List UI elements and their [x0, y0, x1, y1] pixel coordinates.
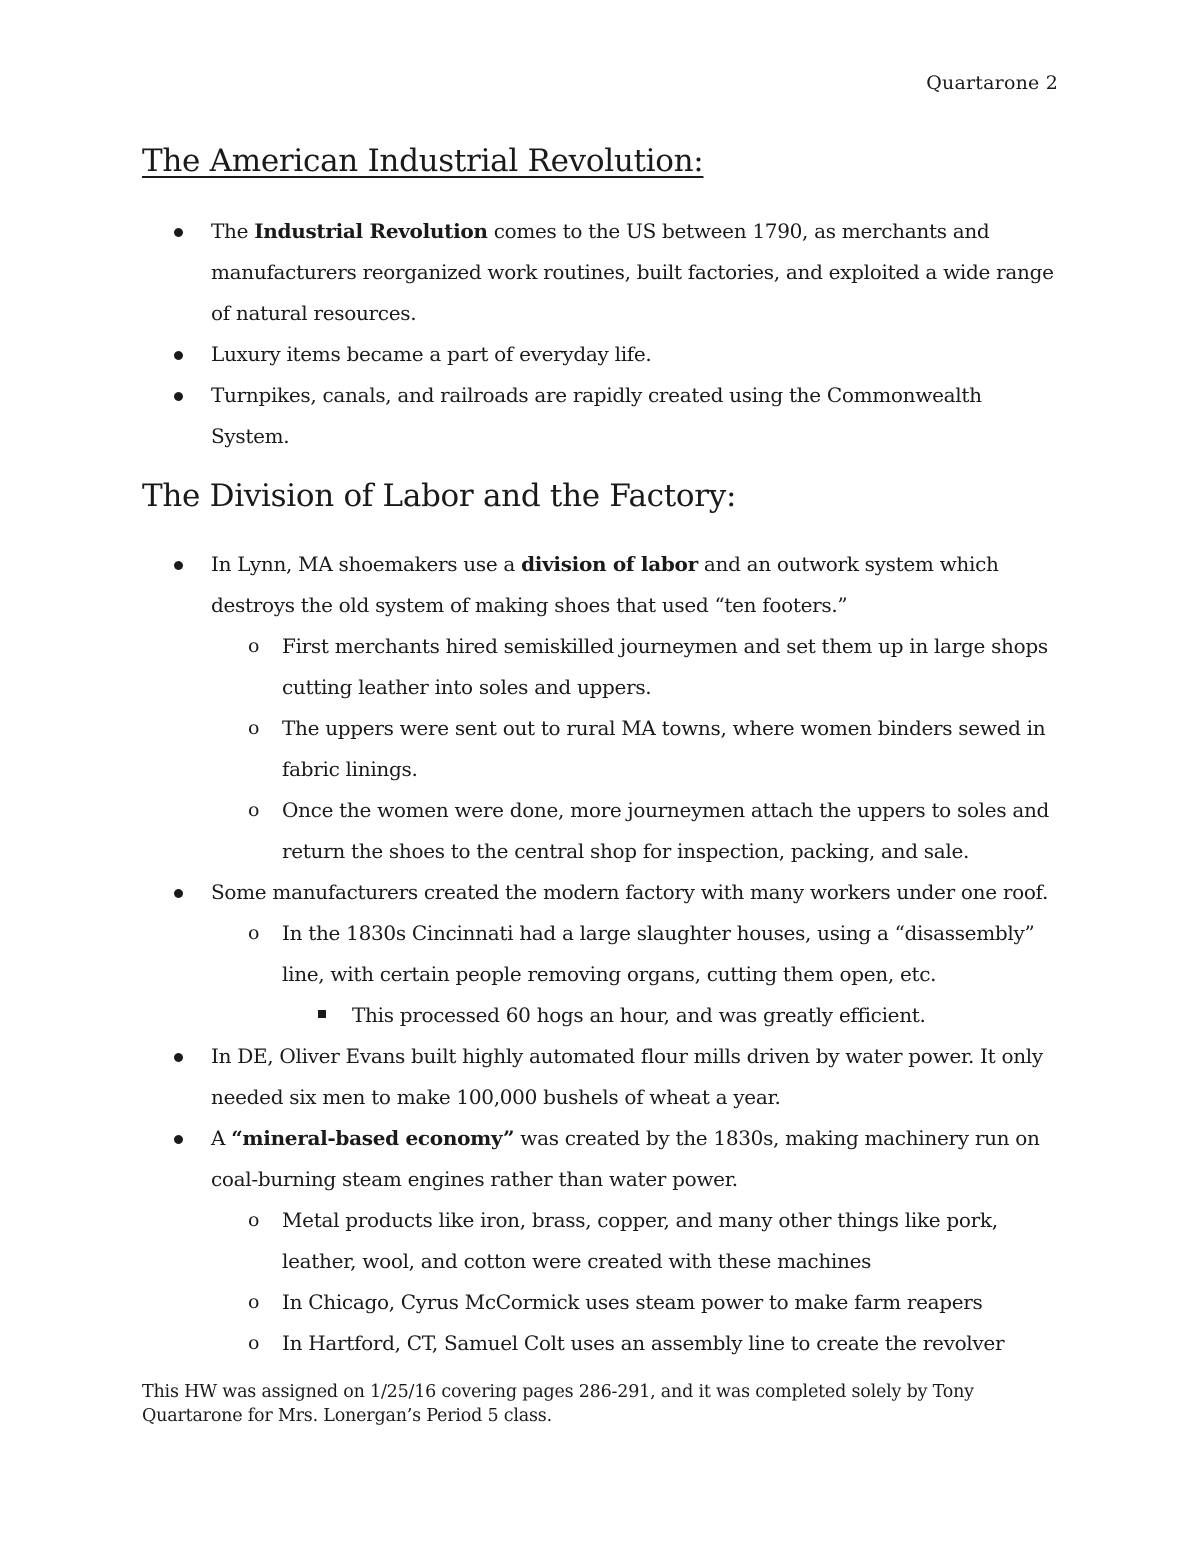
bullet-icon	[174, 561, 183, 570]
sub-bullet-list	[142, 1200, 1062, 1364]
circle-bullet-icon: o	[248, 1209, 260, 1231]
item-text: This processed 60 hogs an hour, and was greatly efficient.	[352, 1003, 926, 1027]
section-title: The Division of Labor and the Factory:	[142, 478, 737, 514]
section-title: The American Industrial Revolution:	[142, 143, 704, 179]
bullet-icon	[174, 889, 183, 898]
key-term: division of labor	[521, 552, 698, 576]
bullet-icon	[174, 228, 183, 237]
circle-bullet-icon: o	[248, 1332, 260, 1354]
circle-bullet-icon: o	[248, 799, 260, 821]
bullet-icon	[174, 392, 183, 401]
bullet-list	[142, 544, 1062, 1364]
bullet-icon	[174, 1053, 183, 1062]
circle-bullet-icon: o	[248, 635, 260, 657]
square-bullet-icon	[318, 1010, 326, 1018]
item-text: Some manufacturers created the modern factory with many workers under one roof.	[211, 880, 1049, 904]
key-term: “mineral-based economy”	[231, 1126, 515, 1150]
item-text: Metal products like iron, brass, copper, and many other things like pork, leather, wool, and cotton were created with these machines	[282, 1208, 998, 1273]
key-term: Industrial Revolution	[254, 219, 488, 243]
bullet-icon	[174, 351, 183, 360]
sub-list-item	[211, 790, 1062, 872]
sub-list-item	[211, 708, 1062, 790]
sub-list-item	[211, 1282, 1062, 1323]
sub-list-item	[211, 913, 1062, 1036]
item-text: and an outwork system which destroys the old system of making shoes that used “ten footers.”	[211, 552, 999, 617]
list-item	[142, 872, 1062, 1036]
circle-bullet-icon: o	[248, 717, 260, 739]
page-header: Quartarone 2	[926, 72, 1058, 94]
bullet-list	[142, 211, 1062, 457]
circle-bullet-icon: o	[248, 1291, 260, 1313]
item-text: In Hartford, CT, Samuel Colt uses an assembly line to create the revolver	[282, 1331, 1005, 1355]
item-text: Turnpikes, canals, and railroads are rapidly created using the Commonwealth System.	[211, 383, 982, 448]
item-text: was created by the 1830s, making machinery run on coal-burning steam engines rather than water power.	[211, 1126, 1040, 1191]
list-item	[142, 1036, 1062, 1118]
item-text: In DE, Oliver Evans built highly automated flour mills driven by water power. It only needed six men to make 100,000 bushels of wheat a year.	[211, 1044, 1043, 1109]
item-text: The uppers were sent out to rural MA towns, where women binders sewed in fabric linings.	[282, 716, 1046, 781]
sub-bullet-list	[142, 626, 1062, 872]
list-item	[142, 334, 1062, 375]
list-item	[142, 544, 1062, 872]
item-text: First merchants hired semiskilled journeymen and set them up in large shops cutting leather into soles and uppers.	[282, 634, 1048, 699]
item-text: The	[211, 219, 255, 243]
sub-list-item	[211, 626, 1062, 708]
list-item	[142, 1118, 1062, 1364]
document-body	[142, 138, 1062, 1364]
sub-list-item	[211, 1200, 1062, 1282]
item-text: In Chicago, Cyrus McCormick uses steam power to make farm reapers	[282, 1290, 983, 1314]
footer-note: This HW was assigned on 1/25/16 covering pages 286-291, and it was completed solely by Tony Quartarone for Mrs. Lonergan’s Period 5 class.	[142, 1382, 974, 1426]
sub-list-item	[211, 1323, 1062, 1364]
item-text: A	[211, 1126, 232, 1150]
list-item	[142, 375, 1062, 457]
item-text: In Lynn, MA shoemakers use a	[211, 552, 522, 576]
bullet-icon	[174, 1135, 183, 1144]
sub-sub-bullet-list	[282, 995, 1062, 1036]
sub-bullet-list	[142, 913, 1062, 1036]
circle-bullet-icon: o	[248, 922, 260, 944]
item-text: Once the women were done, more journeymen attach the uppers to soles and return the shoes to the central shop for inspection, packing, and sale.	[282, 798, 1050, 863]
sub-sub-list-item	[282, 995, 1062, 1036]
item-text: In the 1830s Cincinnati had a large slaughter houses, using a “disassembly” line, with certain people removing organs, cutting them open, etc.	[282, 921, 1035, 986]
item-text: Luxury items became a part of everyday life.	[211, 342, 652, 366]
item-text: comes to the US between 1790, as merchants and manufacturers reorganized work routines, built factories, and exploited a wide range of natural resources.	[211, 219, 1054, 325]
list-item	[142, 211, 1062, 334]
